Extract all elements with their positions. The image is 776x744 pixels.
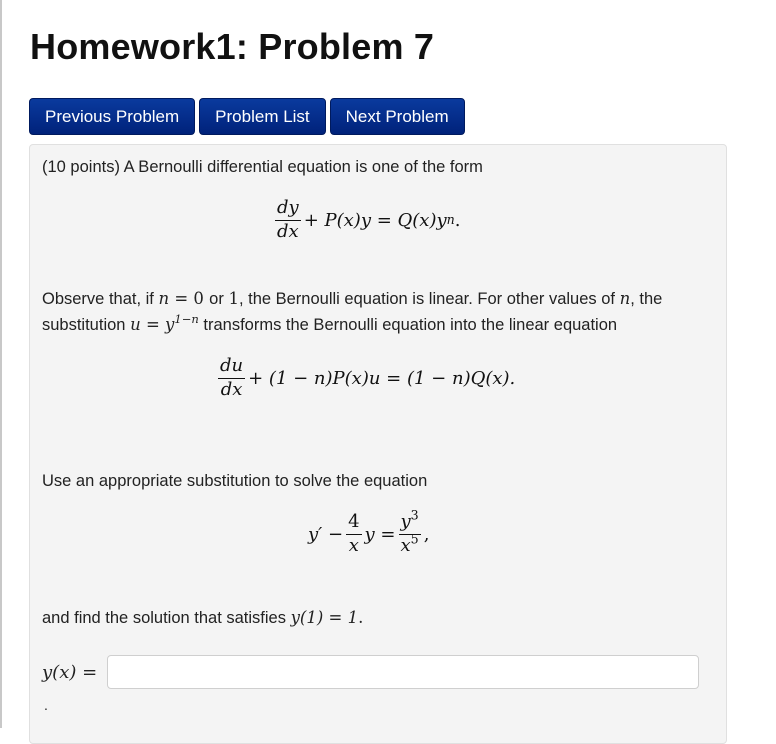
exponent: 1−n [174, 312, 199, 327]
equation-lhs: y′ − [308, 523, 344, 545]
math-one: 1 [228, 289, 239, 308]
bernoulli-equation: $\frac{dy}{dx}$ + P(x)y = Q(x)y n . [277, 197, 461, 242]
text-span: , the [630, 290, 663, 308]
equation-mid: y = [364, 523, 396, 545]
answer-label: y(x) = [42, 661, 98, 683]
answer-row [42, 655, 699, 689]
fraction-denominator: x [348, 534, 359, 556]
dy-dx-fraction [275, 197, 301, 243]
next-problem-button[interactable]: Next Problem [330, 98, 465, 135]
use-substitution-text: Use an appropriate substitution to solve the equation [42, 472, 428, 490]
trailing-dot: . [44, 697, 48, 713]
text-span: , the Bernoulli equation is linear. For other values of [238, 290, 620, 308]
observe-line [42, 289, 662, 309]
equation-rest: + (1 − n)P(x)u = (1 − n)Q(x). [248, 367, 516, 389]
answer-input[interactable] [107, 655, 699, 689]
given-equation [308, 507, 430, 557]
problem-intro: (10 points) A Bernoulli differential equation is one of the form [42, 158, 483, 176]
four-over-x-fraction [346, 511, 361, 557]
substitution-line [42, 312, 618, 335]
base: y [400, 511, 411, 532]
equation-rest: + P(x)y = Q(x)y [303, 209, 447, 231]
math-eq: = 0 [169, 289, 210, 308]
equation-end: . [454, 209, 461, 231]
problem-panel [29, 144, 727, 744]
du-dx-fraction [218, 355, 245, 401]
fraction-denominator: dx [277, 220, 299, 242]
initial-condition-line [42, 608, 363, 628]
fraction-numerator: 4 [346, 511, 361, 535]
text-span: substitution [42, 316, 131, 334]
math-condition: y(1) = 1 [290, 608, 359, 627]
exponent: 3 [410, 507, 419, 523]
fraction-numerator: dy [275, 197, 301, 221]
fraction-denominator: dx [220, 378, 243, 400]
previous-problem-button[interactable]: Previous Problem [29, 98, 195, 135]
y3-over-x5-fraction [399, 507, 421, 557]
math-expr: = y [140, 315, 175, 334]
text-span: transforms the Bernoulli equation into the linear equation [198, 316, 618, 334]
text-span: and find the solution that satisfies [42, 609, 291, 627]
problem-list-button[interactable]: Problem List [199, 98, 325, 135]
page-title: Homework1: Problem 7 [30, 26, 435, 67]
text-span: . [358, 608, 364, 627]
base: x [400, 534, 411, 556]
left-border [0, 0, 2, 728]
problem-nav [29, 98, 465, 135]
math-n: n [158, 289, 170, 308]
text-span: Observe that, if [42, 290, 159, 308]
math-n: n [619, 289, 631, 308]
text-span: or [209, 290, 229, 308]
equation-end: , [423, 523, 430, 545]
exponent: 5 [410, 530, 419, 546]
fraction-denominator [399, 530, 421, 558]
linear-equation [215, 355, 515, 401]
fraction-numerator: du [218, 355, 245, 379]
math-u: u [130, 315, 141, 334]
